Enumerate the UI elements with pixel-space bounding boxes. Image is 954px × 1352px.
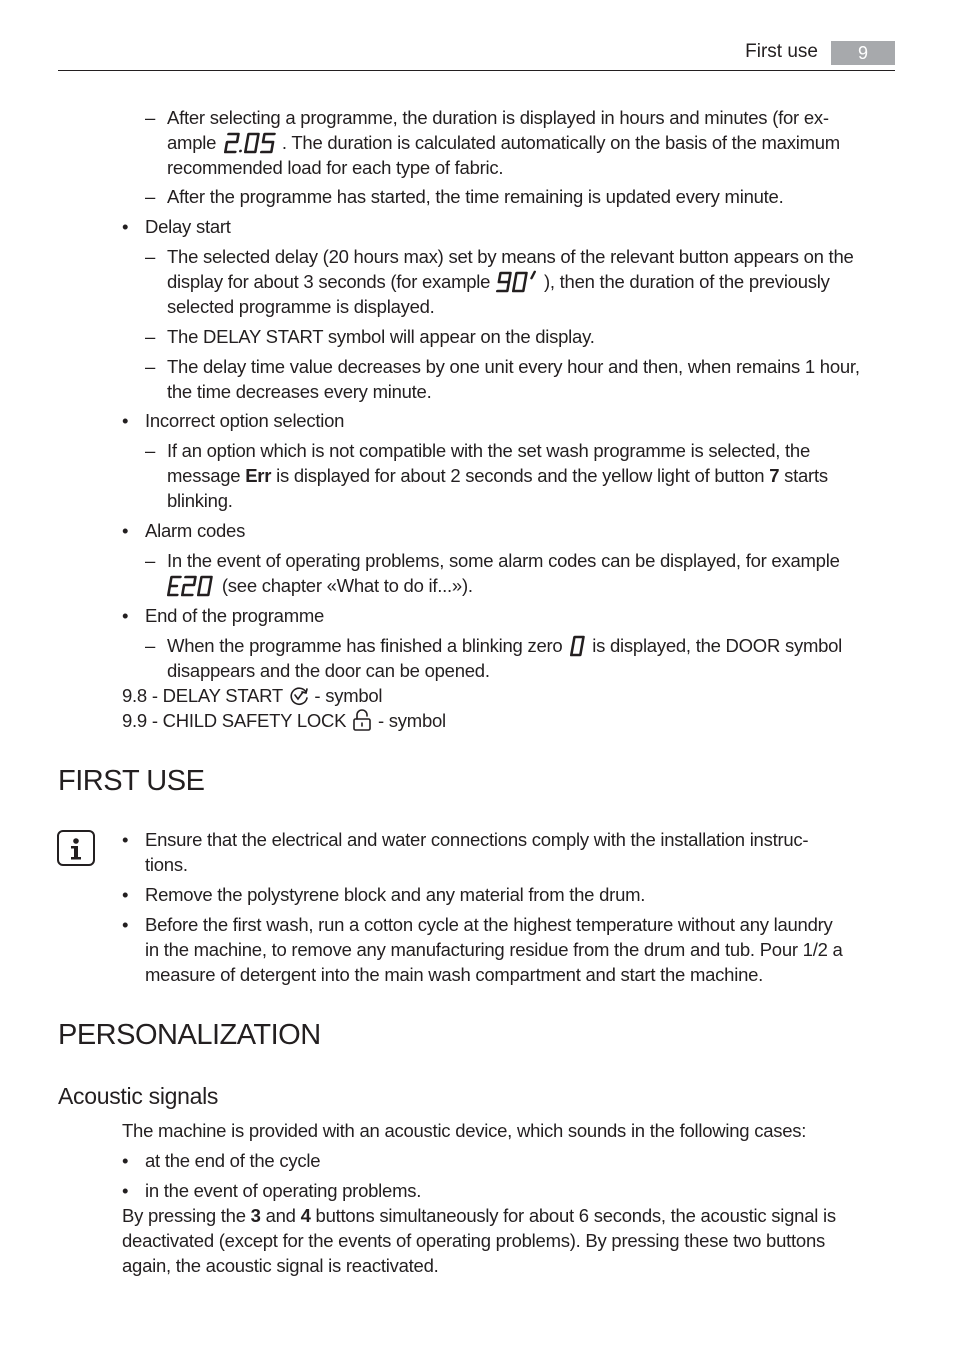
incorrect-option-item xyxy=(0,438,954,513)
incorrect-option-line3: blinking. xyxy=(167,490,233,511)
text-fragment: . The duration is calculated automatically on the basis of the maximum xyxy=(281,132,840,153)
err-word: Err xyxy=(245,465,272,486)
dash-glyph: – xyxy=(145,186,156,207)
acoustic-signals-heading: Acoustic signals xyxy=(58,1083,219,1109)
symbol-row-9-8 xyxy=(0,683,954,708)
alarm-codes-line2 xyxy=(167,573,473,598)
text-fragment: is displayed, the DOOR symbol xyxy=(592,635,843,656)
acoustic-bullet-2-text: in the event of operating problems. xyxy=(145,1180,422,1201)
delay-start-icon xyxy=(288,685,310,707)
dash-glyph: – xyxy=(145,326,156,347)
delay-start-bullet xyxy=(0,214,954,239)
display-alarm-example xyxy=(167,574,217,598)
first-use-heading: FIRST USE xyxy=(58,765,205,797)
delay-item-2 xyxy=(0,324,954,349)
header-divider xyxy=(58,70,895,71)
delay-start-label: Delay start xyxy=(145,216,231,237)
dash-glyph: – xyxy=(145,107,156,128)
delay-item-1-line2 xyxy=(167,269,830,294)
text-fragment: display for about 3 seconds (for example xyxy=(167,271,491,292)
delay-item-1 xyxy=(0,244,954,319)
acoustic-paragraph-line3: again, the acoustic signal is reactivated. xyxy=(122,1255,439,1276)
duration-item-1-line1: After selecting a programme, the duration is displayed in hours and minutes (for ex- xyxy=(167,107,829,128)
first-use-item-3-line2: in the machine, to remove any manufacturing residue from the drum and tub. Pour 1/2 a xyxy=(145,939,843,960)
acoustic-bullet-1 xyxy=(0,1148,954,1173)
text-fragment: starts xyxy=(784,465,828,486)
bullet-glyph: • xyxy=(122,1150,129,1171)
symbol-suffix: - symbol xyxy=(314,685,383,706)
alarm-codes-line1: In the event of operating problems, some alarm codes can be displayed, for example xyxy=(167,550,840,571)
incorrect-option-bullet xyxy=(0,408,954,433)
dash-glyph: – xyxy=(145,550,156,571)
symbol-row-9-9-text xyxy=(122,708,446,733)
acoustic-paragraph-line2: deactivated (except for the events of operating problems). By pressing these two buttons xyxy=(122,1230,825,1251)
symbol-row-9-8-text xyxy=(122,683,382,708)
text-fragment: message xyxy=(167,465,241,486)
first-use-item-3-line3: measure of detergent into the main wash compartment and start the machine. xyxy=(145,964,764,985)
first-use-item-1 xyxy=(0,827,954,877)
duration-item-1-line2 xyxy=(167,130,840,155)
bullet-glyph: • xyxy=(122,410,129,431)
delay-item-1-line3: selected programme is displayed. xyxy=(167,296,435,317)
end-programme-bullet xyxy=(0,603,954,628)
symbol-label: - DELAY START xyxy=(151,685,283,706)
alarm-codes-label: Alarm codes xyxy=(145,520,246,541)
alarm-codes-bullet xyxy=(0,518,954,543)
dash-glyph: – xyxy=(145,356,156,377)
button-number: 4 xyxy=(300,1205,311,1226)
duration-item-2 xyxy=(0,184,954,209)
end-programme-line1 xyxy=(167,633,842,658)
bullet-glyph: • xyxy=(122,520,129,541)
acoustic-intro-text: The machine is provided with an acoustic device, which sounds in the following cases: xyxy=(122,1120,807,1141)
end-programme-label: End of the programme xyxy=(145,605,325,626)
symbol-row-9-9 xyxy=(0,708,954,733)
incorrect-option-label: Incorrect option selection xyxy=(145,410,345,431)
page-number: 9 xyxy=(831,41,895,65)
alarm-codes-item xyxy=(0,548,954,598)
end-programme-item xyxy=(0,633,954,683)
first-use-item-2-line1: Remove the polystyrene block and any material from the drum. xyxy=(145,884,646,905)
delay-item-1-line1: The selected delay (20 hours max) set by means of the relevant button appears on the xyxy=(167,246,854,267)
first-use-item-3-line1: Before the first wash, run a cotton cycle at the highest temperature without any laundry xyxy=(145,914,833,935)
bullet-glyph: • xyxy=(122,216,129,237)
delay-item-2-line1: The DELAY START symbol will appear on the display. xyxy=(167,326,595,347)
symbol-number: 9.9 xyxy=(122,710,147,731)
delay-item-3 xyxy=(0,354,954,404)
bullet-glyph: • xyxy=(122,884,129,905)
acoustic-bullet-1-text: at the end of the cycle xyxy=(145,1150,321,1171)
first-use-item-3 xyxy=(0,912,954,987)
symbol-label: - CHILD SAFETY LOCK xyxy=(151,710,347,731)
button-number: 7 xyxy=(769,465,780,486)
text-fragment: (see chapter «What to do if...»). xyxy=(221,575,473,596)
incorrect-option-line1: If an option which is not compatible with the set wash programme is selected, the xyxy=(167,440,811,461)
duration-item-1 xyxy=(0,105,954,180)
display-zero-example xyxy=(567,634,587,658)
duration-item-1-line3: recommended load for each type of fabric. xyxy=(167,157,504,178)
bullet-glyph: • xyxy=(122,1180,129,1201)
child-lock-icon xyxy=(351,708,373,732)
display-duration-example xyxy=(221,131,277,155)
acoustic-paragraph-line1 xyxy=(122,1203,836,1228)
symbol-suffix: - symbol xyxy=(377,710,446,731)
bullet-glyph: • xyxy=(122,829,129,850)
bullet-glyph: • xyxy=(122,605,129,626)
acoustic-intro xyxy=(0,1118,954,1143)
duration-item-2-line1: After the programme has started, the time remaining is updated every minute. xyxy=(167,186,784,207)
first-use-item-1-line1: Ensure that the electrical and water connections comply with the installation instruc- xyxy=(145,829,809,850)
acoustic-bullet-2 xyxy=(0,1178,954,1203)
symbol-number: 9.8 xyxy=(122,685,147,706)
running-header-section: First use xyxy=(745,41,818,62)
display-delay-example xyxy=(495,270,539,294)
dash-glyph: – xyxy=(145,440,156,461)
bullet-glyph: • xyxy=(122,914,129,935)
text-fragment: and xyxy=(265,1205,296,1226)
delay-item-3-line1: The delay time value decreases by one unit every hour and then, when remains 1 hour, xyxy=(167,356,860,377)
text-fragment: When the programme has finished a blinking zero xyxy=(167,635,563,656)
incorrect-option-line2 xyxy=(167,463,828,488)
text-fragment: is displayed for about 2 seconds and the yellow light of button xyxy=(276,465,765,486)
personalization-heading: PERSONALIZATION xyxy=(58,1019,321,1051)
dash-glyph: – xyxy=(145,246,156,267)
acoustic-paragraph xyxy=(0,1203,954,1278)
first-use-item-1-line2: tions. xyxy=(145,854,188,875)
text-fragment: buttons simultaneously for about 6 seconds, the acoustic signal is xyxy=(315,1205,836,1226)
text-fragment: ample xyxy=(167,132,217,153)
dash-glyph: – xyxy=(145,635,156,656)
text-fragment: ), then the duration of the previously xyxy=(543,271,830,292)
button-number: 3 xyxy=(250,1205,261,1226)
text-fragment: By pressing the xyxy=(122,1205,246,1226)
first-use-item-2 xyxy=(0,882,954,907)
delay-item-3-line2: the time decreases every minute. xyxy=(167,381,432,402)
end-programme-line2: disappears and the door can be opened. xyxy=(167,660,490,681)
